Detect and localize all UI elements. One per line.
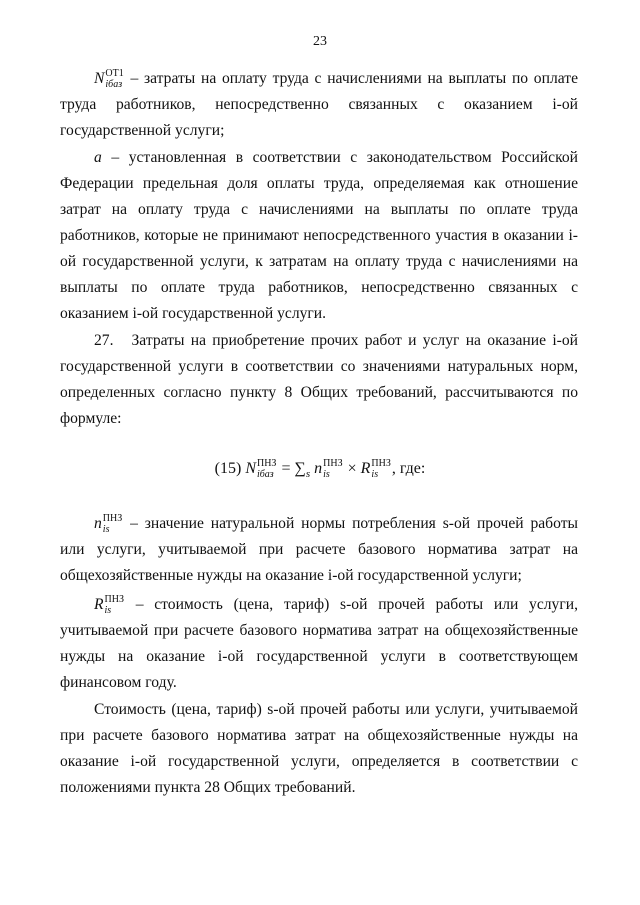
formula-tail: , где: <box>391 460 426 477</box>
definition-text: – затраты на оплату труда с начислениями на выплаты по оплате труда работников, непосредственно связанных с оказанием i-ой государственной услуги; <box>60 70 578 139</box>
formula-sum: ∑ <box>294 460 306 477</box>
superscript-ot1: ОТ1 <box>105 67 124 79</box>
formula-lhs-indices <box>257 459 276 480</box>
subscript-ibaz: iбаз <box>105 78 123 90</box>
definition-n-pnz <box>60 511 578 589</box>
formula-equals: = <box>281 460 291 477</box>
symbol-indices <box>105 595 124 616</box>
superscript-pnz: ПНЗ <box>104 593 124 605</box>
symbol-indices <box>103 514 122 535</box>
symbol-indices <box>105 69 123 90</box>
formula-lhs-symbol: N <box>245 460 256 477</box>
definition-text: – значение натуральной нормы потребления s-ой прочей работы или услуги, учитываемой при расчете базового норматива затрат на общехозяйственные нужды на оказание i-ой государственной услуги; <box>60 515 578 584</box>
formula-lhs-sup: ПНЗ <box>256 457 277 469</box>
symbol-n: N <box>94 70 105 87</box>
formula-r-symbol: R <box>360 460 371 477</box>
formula-r-indices <box>371 459 390 480</box>
formula-15 <box>0 455 640 488</box>
final-paragraph <box>60 697 578 801</box>
formula-lhs-sub: iбаз <box>256 468 274 480</box>
definition-n-ot1 <box>60 66 578 144</box>
symbol-a: a <box>94 149 102 166</box>
formula-n-symbol: n <box>314 460 323 477</box>
formula-n-sub: is <box>323 468 330 480</box>
formula-n-indices <box>323 459 342 480</box>
formula-label: (15) <box>214 460 242 477</box>
paragraph-text: Затраты на приобретение прочих работ и услуг на оказание i-ой государственной услуги в соответствии со значениями натуральных норм, определенных согласно пункту 8 Общих требований, рассчитываются по формуле: <box>60 332 578 427</box>
formula-n-sup: ПНЗ <box>323 457 343 469</box>
paragraph-number: 27. <box>94 332 114 349</box>
final-paragraph-text: Стоимость (цена, тариф) s-ой прочей работы или услуги, учитываемой при расчете базового норматива затрат на общехозяйственные нужды на оказание i-ой государственной услуги, определяется в соответствии с положениями пункта 28 Общих требований. <box>60 701 578 796</box>
subscript-is: is <box>102 523 110 535</box>
paragraph-27 <box>60 328 578 432</box>
symbol-n: n <box>94 515 102 532</box>
superscript-pnz: ПНЗ <box>102 512 123 524</box>
subscript-is: is <box>104 604 112 616</box>
definition-a <box>60 145 578 327</box>
formula-r-sub: is <box>371 468 379 480</box>
page-number: 23 <box>313 34 327 49</box>
definition-text: – стоимость (цена, тариф) s-ой прочей работы или услуги, учитываемой при расчете базового норматива затрат на общехозяйственные нужды на оказание i-ой государственной услуги в соответствующем финансовом году. <box>60 596 578 691</box>
formula-r-sup: ПНЗ <box>371 457 391 469</box>
formula-sum-sub: s <box>305 468 311 480</box>
definition-text: – установленная в соответствии с законодательством Российской Федерации предельная доля оплаты труда, определяемая как отношение затрат на оплату труда с начислениями на выплаты по оплате труда работников, которые не принимают непосредственного участия в оказании i-ой государственной услуги, к затратам на оплату труда с начислениями на выплаты по оплате труда работников, непосредственно связанных с оказанием i-ой государственной услуги. <box>60 149 578 322</box>
formula-times: × <box>347 460 357 477</box>
definition-r-pnz <box>60 592 578 696</box>
symbol-r: R <box>94 596 104 613</box>
